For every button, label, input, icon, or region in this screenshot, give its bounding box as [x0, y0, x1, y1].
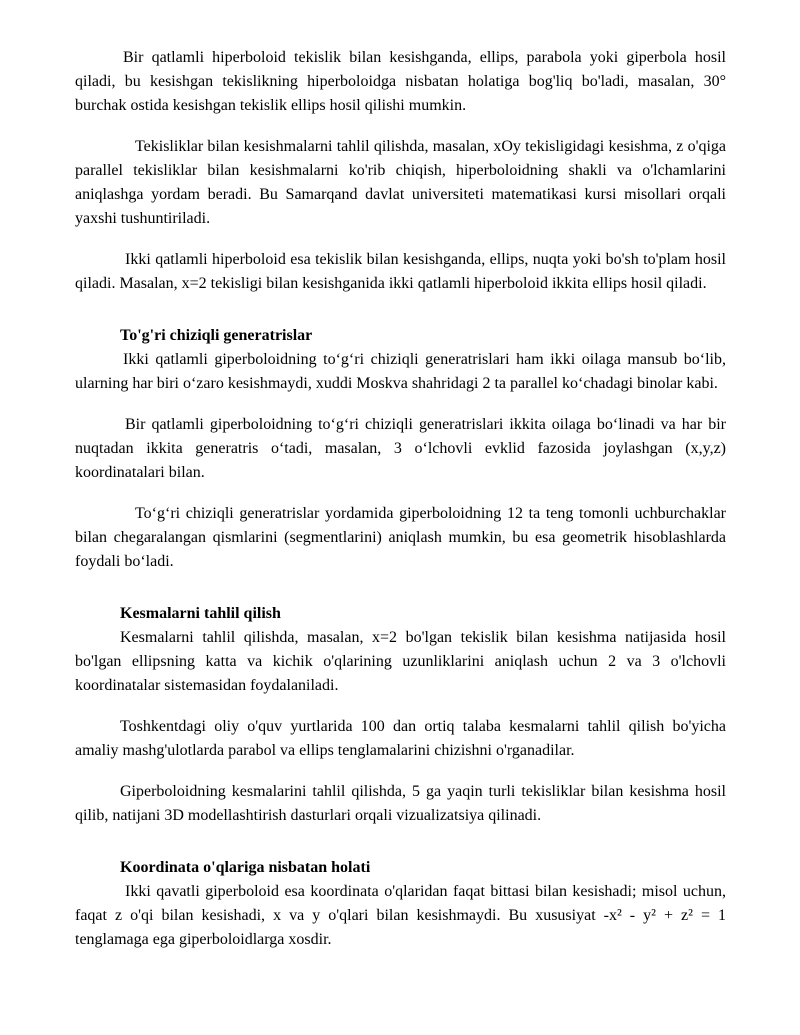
paragraph: Tekisliklar bilan kesishmalarni tahlil qilishda, masalan, xOy tekisligidagi kesishma, z o'qiga parallel tekisliklar bilan kesishmalarni ko'rib chiqish, hiperboloidning shakli va o'lchamlarini aniqlashga yordam beradi. Bu Samarqand davlat universiteti matematikasi kursi misollari orqali yaxshi tushuntiriladi. [75, 138, 726, 227]
section-heading: Kesmalarni tahlil qilish [120, 605, 281, 622]
paragraph: Ikki qavatli giperboloid esa koordinata o'qlaridan faqat bittasi bilan kesishadi; misol uchun, faqat z o'qi bilan kesishadi, x va y o'qlari bilan kesishmaydi. Bu xususiyat -x² - y² + z² = 1 tenglamaga ega giperboloidlarga xosdir. [75, 883, 726, 948]
section-heading: Koordinata o'qlariga nisbatan holati [120, 859, 371, 876]
paragraph: Kesmalarni tahlil qilishda, masalan, x=2 bo'lgan tekislik bilan kesishma natijasida hosil bo'lgan ellipsning katta va kichik o'qlarining uzunliklarini aniqlash uchun 2 va 3 o'lchovli koordinatalar sistemasidan foydalaniladi. [75, 629, 726, 694]
paragraph: Bir qatlamli hiperboloid tekislik bilan kesishganda, ellips, parabola yoki giperbola hosil qiladi, bu kesishgan tekislikning hiperboloidga nisbatan holatiga bog'liq bo'ladi, masalan, 30° burchak ostida kesishgan tekislik ellips hosil qilishi mumkin. [75, 49, 726, 114]
paragraph: Bir qatlamli giperboloidning to‘g‘ri chiziqli generatrislari ikkita oilaga bo‘linadi va har bir nuqtadan ikkita generatris o‘tadi, masalan, 3 o‘lchovli evklid fazosida joylashgan (x,y,z) koordinatalari bilan. [75, 416, 726, 481]
paragraph: Toshkentdagi oliy o'quv yurtlarida 100 dan ortiq talaba kesmalarni tahlil qilish bo'yicha amaliy mashg'ulotlarda parabol va ellips tenglamalarini chizishni o'rganadilar. [75, 718, 726, 759]
paragraph: To‘g‘ri chiziqli generatrislar yordamida giperboloidning 12 ta teng tomonli uchburchaklar bilan chegaralangan qismlarini (segmentlarini) aniqlash mumkin, bu esa geometrik hisoblashlarda foydali bo‘ladi. [75, 505, 726, 570]
document-page [75, 46, 726, 969]
paragraph: Ikki qatlamli giperboloidning to‘g‘ri chiziqli generatrislari ham ikki oilaga mansub bo‘lib, ularning har biri o‘zaro kesishmaydi, xuddi Moskva shahridagi 2 ta parallel ko‘chadagi binolar kabi. [75, 351, 726, 392]
section-heading: To'g'ri chiziqli generatrislar [120, 327, 313, 344]
paragraph: Giperboloidning kesmalarini tahlil qilishda, 5 ga yaqin turli tekisliklar bilan kesishma hosil qilib, natijani 3D modellashtirish dasturlari orqali vizualizatsiya qilinadi. [75, 783, 726, 824]
paragraph: Ikki qatlamli hiperboloid esa tekislik bilan kesishganda, ellips, nuqta yoki bo'sh to'plam hosil qiladi. Masalan, x=2 tekisligi bilan kesishganida ikki qatlamli hiperboloid ikkita ellips hosil qiladi. [75, 251, 726, 292]
